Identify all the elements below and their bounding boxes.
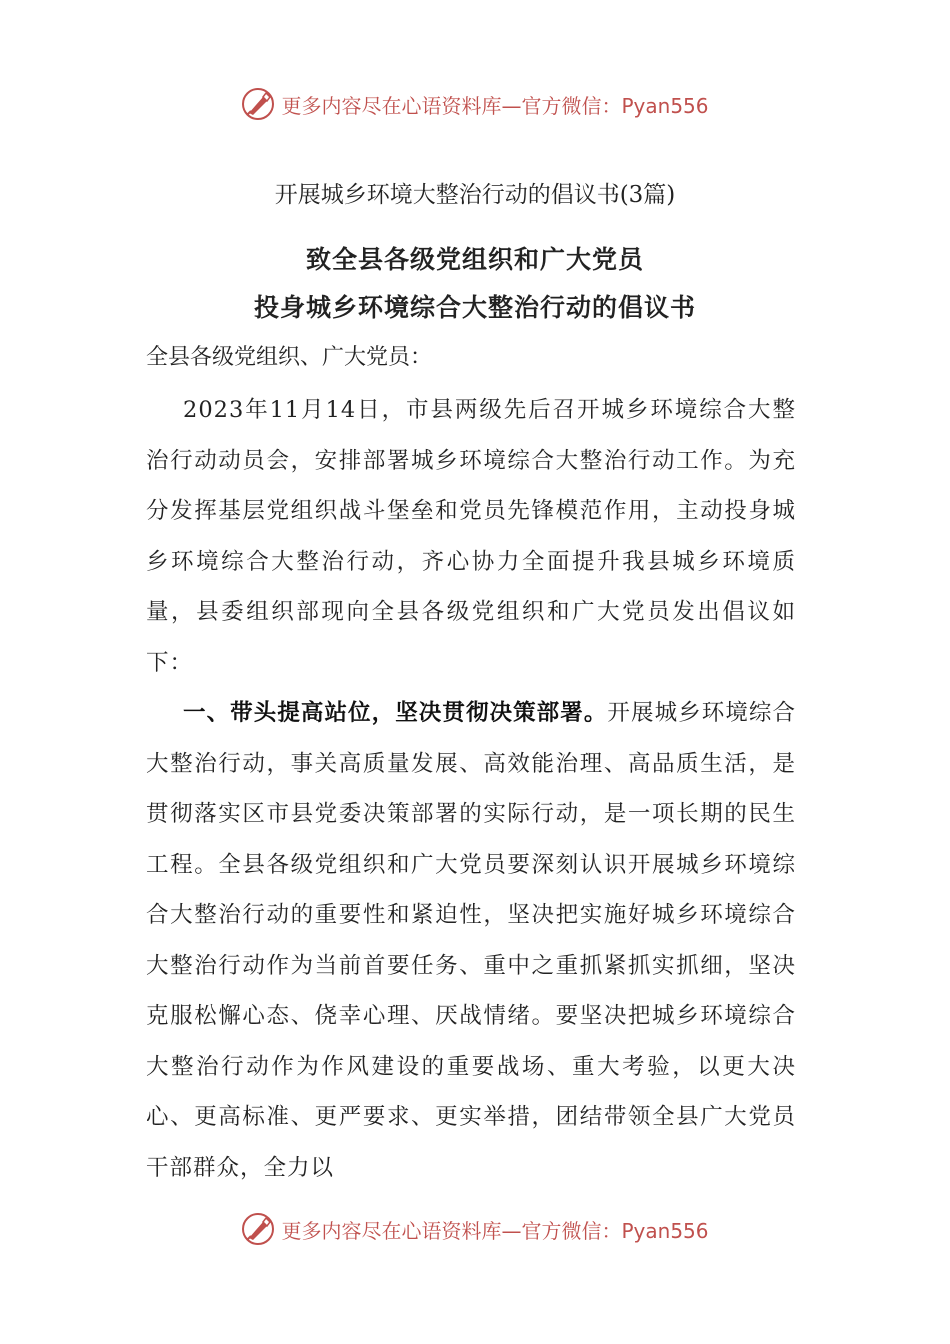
- pen-nib-logo-icon: [241, 1212, 275, 1246]
- point-1-body: 开展城乡环境综合大整治行动，事关高质量发展、高效能治理、高品质生活，是贯彻落实区市县党委决策部署的实际行动，是一项长期的民生工程。全县各级党组织和广大党员要深刻认识开展城乡环境综合大整治行动的重要性和紧迫性，坚决把实施好城乡环境综合大整治行动作为当前首要任务、重中之重抓紧抓实抓细，坚决克服松懈心态、侥幸心理、厌战情绪。要坚决把城乡环境综合大整治行动作为作风建设的重要战场、重大考验，以更大决心、更高标准、更严要求、更实举措，团结带领全县广大党员干部群众，全力以: [146, 700, 796, 1181]
- banner-text: 更多内容尽在心语资料库—官方微信：Pyan556: [281, 93, 709, 118]
- document-title: 开展城乡环境大整治行动的倡议书(3篇): [274, 182, 676, 208]
- section-heading-line-1: 致全县各级党组织和广大党员: [305, 245, 644, 274]
- section-heading-line-2: 投身城乡环境综合大整治行动的倡议书: [253, 293, 696, 322]
- header-banner: [0, 84, 950, 124]
- point-1-heading: 一、带头提高站位，坚决贯彻决策部署。: [183, 700, 608, 726]
- paragraph-point-1: [146, 688, 796, 1193]
- pen-nib-logo-icon: [241, 87, 275, 121]
- salutation: 全县各级党组织、广大党员：: [146, 345, 433, 370]
- paragraph-intro: 2023年11月14日，市县两级先后召开城乡环境综合大整治行动动员会，安排部署城乡环境综合大整治行动工作。为充分发挥基层党组织战斗堡垒和党员先锋模范作用，主动投身城乡环境综合大整治行动，齐心协力全面提升我县城乡环境质量，县委组织部现向全县各级党组织和广大党员发出倡议如下：: [146, 397, 796, 676]
- footer-banner: [0, 1209, 950, 1249]
- banner-text: 更多内容尽在心语资料库—官方微信：Pyan556: [281, 1218, 709, 1243]
